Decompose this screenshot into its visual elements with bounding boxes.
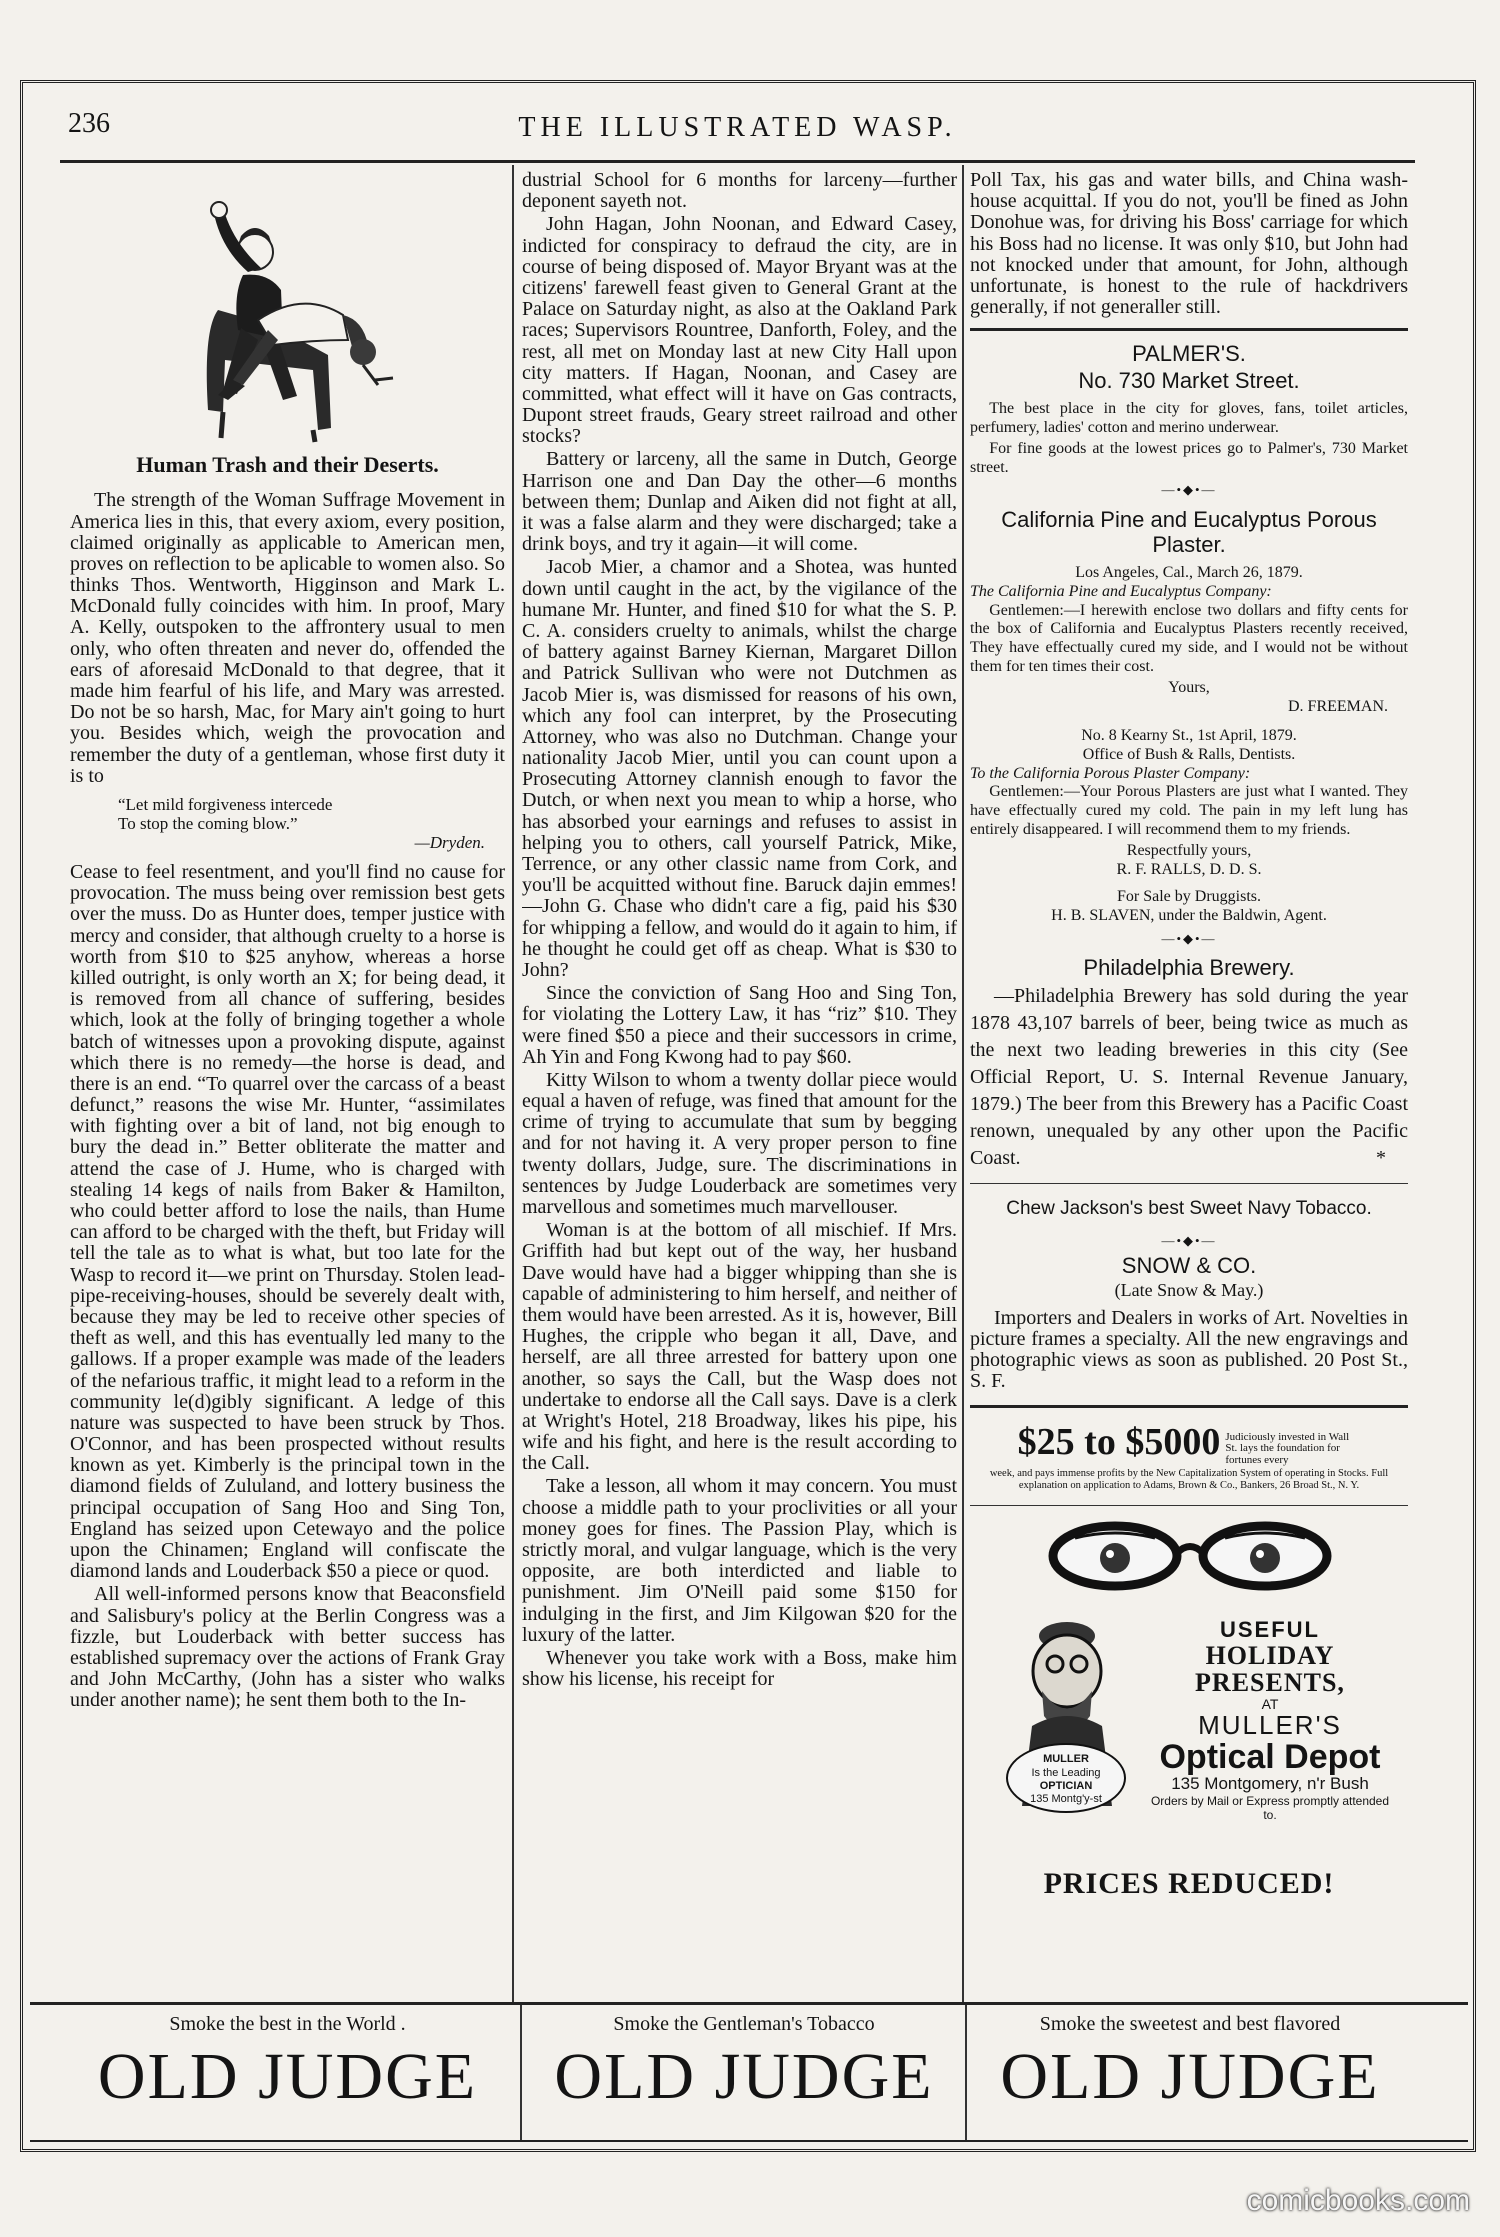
ad-divider	[970, 1505, 1408, 1506]
ornament: —•◆•—	[1161, 482, 1217, 498]
badge-line: Is the Leading	[1031, 1766, 1101, 1779]
prices-reduced: PRICES REDUCED!	[1043, 1867, 1335, 1901]
letter-closing: Respectfully yours,	[1126, 842, 1252, 860]
old-judge-ad-3	[970, 2012, 1410, 2132]
ad-body: For fine goods at the lowest prices go to Palmer's, 730 Market street.	[970, 439, 1408, 476]
ad-fine-print: week, and pays immense profits by the New Capitalization System of operating in Stocks. Full explanation on application to Adams, Brown & Co., Bankers, 26 Broad St., N. Y.	[989, 1468, 1389, 1491]
article-paragraph: Jacob Mier, a chamor and a Shotea, was hunted down until caught in the act, by the vigilance of the humane Mr. Hunter, and fined $10 for what the S. P. C. A. considers cruelty to animals, whilst the charge of battery against Barney Kiernan, Margaret Dillon and Patrick Sullivan who were not Dutchmen as Jacob Mier is, was dismissed for reasons of his own, which any fool can interpret, by the Prosecuting Attorney, who was also no Dutchman. Change your nationality Jacob Mier, until you can count upon a Prosecuting Attorney clannish enough to favor the Dutch, or when next you mean to whip a horse, who has absorbed your earnings and refuses to assist in helping you to others, call yourself Patrick, Mike, Terrence, or any other classic name from Cork, and you'll be acquitted without fine. Baruck dajin emmes!—John G. Chase who didn't care a fig, paid his $30 for whipping a fellow, and would do it again to him, if he thought he could get off as cheap. What is $30 to John?	[522, 556, 957, 981]
dateline: Los Angeles, Cal., March 26, 1879.	[1075, 563, 1303, 581]
column-2	[522, 170, 957, 1990]
ad-brand: OLD JUDGE	[554, 2040, 934, 2113]
salutation: To the California Porous Plaster Company:	[970, 764, 1251, 782]
letter-closing: Yours,	[1168, 679, 1210, 697]
spanking-illustration	[163, 180, 413, 445]
letter-signature: R. F. RALLS, D. D. S.	[1116, 860, 1262, 878]
article-paragraph: Battery or larceny, all the same in Dutch, George Harrison one and Dan Day the other—6 months between them; Dunlap and Aiken did not fight at all, it was a false alarm and they were discharged; take a drink boys, and try it again—it will come.	[522, 448, 957, 556]
badge-line: OPTICIAN	[1039, 1779, 1093, 1792]
ad-line: 135 Montgomery, n'r Bush	[1171, 1774, 1369, 1794]
article-paragraph: Cease to feel resentment, and you'll find no cause for provocation. The muss being over remission best gets over the muss. Do as Hunter does, temper justice with mercy and consider, that although cruelty to a horse is worth from $10 to $25 anyhow, whereas a horse killed outright, is only worth an X; for being dead, it is removed from all chance of suffering, besides which, look at the folly of bringing together a whole batch of witnesses upon a provoking dispute, against which there is no remedy—the horse is dead, and there is an end. “To quarrel over the carcass of a beast defunct,” reasons the wise Mr. Hunter, “assimilates with fighting over a bit of land, not big enough to bury the dead in.” Better obliterate the matter and attend the case of J. Hume, who is charged with stealing 14 kegs of nails from Baker & Hamilton, who could better afford to lose the nails, than Hume can afford to be charged with the theft, but Friday will tell the tale as to what is what, but too late for the Wasp to record it—we print on Thursday. Stolen lead-pipe-receiving-houses, should be severely dealt with, because they may be led to receive other species of theft as well, and this has eventually led many to the gallows. If a proper example was made of the leaders of the nefarious traffic, it might lead to a reform in the community le(d)gibly significant. A ledge of this nature was suspected to have been struck by Thos. O'Connor, and has been prospected without results known as yet. Kimberly is the principal town in the diamond fields of Zululand, and lottery business the principal occupation of Sang Hoo and Sing Ton, England has seized upon Cetewayo and the police upon the Chinamen; England will confiscate the diamond lands and Louderback $50 a piece or quod.	[70, 861, 505, 1583]
muller-text-block	[1145, 1618, 1395, 1822]
brewery-ad	[970, 955, 1408, 1168]
article-paragraph: Kitty Wilson to whom a twenty dollar piece would equal a haven of refuge, was fined that amount for the crime of trying to accumulate that sum by begging and for not having it. A very proper person to fine twenty dollars, Judge, sure. The discriminations in sentences by Judge Louderback are sometimes very marvellous and sometimes much marvellouser.	[522, 1068, 957, 1218]
article-paragraph: dustrial School for 6 months for larceny—further deponent sayeth not.	[522, 170, 957, 213]
ornament: —•◆•—	[1161, 930, 1217, 946]
article-paragraph: Whenever you take work with a Boss, make him show his license, his receipt for	[522, 1646, 957, 1691]
ad-line: Optical Depot	[1159, 1738, 1381, 1777]
ad-title: Philadelphia Brewery.	[1083, 955, 1295, 981]
ad-brand: OLD JUDGE	[97, 2040, 478, 2113]
tobacco-ad: Chew Jackson's best Sweet Navy Tobacco.	[1006, 1197, 1372, 1219]
ad-mark: *	[1376, 1146, 1386, 1169]
snow-ad	[970, 1253, 1408, 1392]
publication-title: THE ILLUSTRATED WASP.	[518, 112, 957, 143]
poem-line: To stop the coming blow.”	[118, 814, 298, 834]
old-judge-ad-2	[525, 2012, 963, 2132]
sale-line: For Sale by Druggists.	[1117, 887, 1261, 905]
ad-line: Orders by Mail or Express promptly attended to.	[1150, 1794, 1390, 1822]
ad-line: USEFUL	[1220, 1617, 1320, 1643]
ad-tagline: Smoke the Gentleman's Tobacco	[613, 2013, 875, 2035]
ad-title: SNOW & CO.	[1121, 1253, 1257, 1279]
ad-amount: $25 to $5000	[1017, 1420, 1221, 1463]
ad-divider	[970, 1183, 1408, 1184]
header-rule	[60, 160, 1415, 163]
quote-attribution: —Dryden.	[414, 833, 485, 853]
ad-brand: OLD JUDGE	[1000, 2040, 1380, 2113]
spectacles-icon	[1040, 1518, 1340, 1593]
footer-rule	[30, 2002, 1468, 2005]
ad-subtitle: (Late Snow & May.)	[1114, 1279, 1264, 1300]
salutation: The California Pine and Eucalyptus Company:	[970, 582, 1272, 600]
poem-line: “Let mild forgiveness intercede	[118, 794, 333, 814]
porous-plaster-ad	[970, 507, 1408, 925]
ad-line: AT	[1261, 1695, 1279, 1712]
ad-address: No. 730 Market Street.	[1078, 367, 1300, 393]
badge-line: 135 Montg'y-st	[1030, 1792, 1102, 1805]
article-paragraph: Woman is at the bottom of all mischief. If Mrs. Griffith had but kept out of the way, her husband Dave would have had a bigger whipping than she is capable of administering to him herself, and neither of them would have been arrested. As it is, however, Bill Hughes, the cripple who began it all, Dave, and herself, are all three arrested for battery upon one another, so says the Call, but the Wasp does not undertake to endorse all the Call says. Dave is a clerk at Wright's Hotel, 218 Broadway, likes his pipe, his wife and his fight, and here is the result according to the Call.	[522, 1219, 957, 1475]
badge-line: MULLER	[1043, 1753, 1089, 1766]
article-paragraph: The strength of the Woman Suffrage Movement in America lies in this, that every axiom, every position, claimed originally as applicable to American men, proves on reflection to be aplicable to women also. So thinks Thos. Wentworth, Higginson and Mark L. McDonald fully coincides with him. In proof, Mary A. Kelly, outspoken to the affrontery usual to men only, who often threaten and never do, offended the ears of aforesaid McDonald to that degree, that it made him fearful of his life, and Mary was arrested. Do not be so harsh, Mac, for Mary ain't going to hurt you. Besides which, weigh the provocation and remember the duty of a gentleman, whose first duty it is to	[70, 489, 505, 787]
ad-tagline: Smoke the sweetest and best flavored	[1039, 2013, 1341, 2035]
watermark: comicbooks.com	[1246, 2184, 1470, 2217]
ad-body: The best place in the city for gloves, fans, toilet articles, perfumery, ladies' cotton and merino underwear.	[970, 399, 1408, 436]
article-paragraph: Since the conviction of Sang Hoo and Sing Ton, for violating the Lottery Law, it has “riz” $10. They were fined $50 a piece and their successors in crime, Ah Yin and Fong Kwong had to pay $60.	[522, 982, 957, 1068]
footer-column-rule	[520, 2005, 522, 2140]
ad-body: Importers and Dealers in works of Art. Novelties in picture frames a specialty. All the new engravings and photographic views as soon as published. 20 Post St., S. F.	[970, 1306, 1408, 1393]
column-1	[70, 170, 505, 1990]
agent-line: H. B. SLAVEN, under the Baldwin, Agent.	[1051, 906, 1327, 924]
footer-bottom-rule	[30, 2140, 1468, 2142]
ad-line: MULLER'S	[1198, 1709, 1342, 1740]
ad-title: PALMER'S.	[1132, 341, 1246, 367]
dateline: No. 8 Kearny St., 1st April, 1879.	[1081, 726, 1297, 744]
letter-signature: D. FREEMAN.	[1287, 697, 1388, 715]
ad-divider	[970, 328, 1408, 331]
optical-ad	[970, 1518, 1408, 1928]
article-paragraph: All well-informed persons know that Beaconsfield and Salisbury's policy at the Berlin Congress was a fizzle, but Louderback with better success has established supremacy over the actions of Frank Gray and John McCarthy, (John has a sister who walks under another name); he sent them both to the In-	[70, 1583, 505, 1712]
old-judge-ad-1	[60, 2012, 515, 2132]
column-3	[970, 170, 1408, 1990]
optician-badge	[1006, 1743, 1126, 1813]
page-number: 236	[68, 108, 110, 139]
ad-side-text: Judiciously invested in Wall St. lays the foundation for fortunes every	[1225, 1430, 1350, 1466]
office-line: Office of Bush & Ralls, Dentists.	[1082, 745, 1296, 763]
ad-body: —Philadelphia Brewery has sold during the year 1878 43,107 barrels of beer, being twice as much as the next two leading breweries in this city (See Official Report, U. S. Internal Revenue January, 1879.) The beer from this Brewery has a Pacific Coast renown, unequaled by any other upon the Pacific Coast.	[970, 984, 1408, 1169]
ad-title: California Pine and Eucalyptus Porous Plaster.	[1001, 507, 1377, 558]
letter-body: Gentlemen:—Your Porous Plasters are just what I wanted. They have effectually cured my cold. The pain in my left lung has entirely disappeared. I will recommend them to my friends.	[970, 783, 1408, 839]
article-paragraph: Take a lesson, all whom it may concern. You must choose a middle path to your proclivities or all your money goes for fines. The Passion Play, which is strictly moral, and vulgar language, which is the very opposite, are both interdicted and liable to punishment. Jim O'Neill paid some $150 for indulging in the first, and Jim Kilgowan $20 for the luxury of the latter.	[522, 1475, 957, 1646]
article-heading: Human Trash and their Deserts.	[136, 452, 439, 477]
letter-body: Gentlemen:—I herewith enclose two dollars and fifty cents for the box of California and Eucalyptus Plasters recently received, They have effectually cured my side, and I would not be without them for ten times their cost.	[970, 601, 1408, 676]
footer-column-rule	[965, 2005, 967, 2140]
ad-line: HOLIDAY PRESENTS,	[1195, 1640, 1345, 1698]
article-paragraph: Poll Tax, his gas and water bills, and China wash-house acquittal. If you do not, you'll be fined as John Donohue was, for driving his Boss' carriage for which his Boss had no license. It was only $10, but John had not knocked under that amount, for John, although unfortunate, is honest to the rule of hackdrivers generally, if not generaller still.	[970, 170, 1408, 319]
article-paragraph: John Hagan, John Noonan, and Edward Casey, indicted for conspiracy to defraud the city, are in course of being disposed of. Mayor Bryant was at the citizens' farewell feast given to General Grant at the Palace on Saturday night, as also at the Oakland Park races; Supervisors Rountree, Danforth, Foley, and the rest, all met on Monday last at new City Hall upon city matters. If Hagan, Noonan, and Casey are committed, what effect will it have on Gas contracts, Dupont street frauds, Geary street railroad and other stocks?	[522, 213, 957, 448]
ad-tagline: Smoke the best in the World .	[169, 2013, 406, 2035]
running-head	[60, 108, 1415, 152]
palmers-ad	[970, 341, 1408, 477]
ad-divider	[970, 1405, 1408, 1408]
investment-ad	[970, 1422, 1408, 1492]
ornament: —•◆•—	[1161, 1232, 1217, 1248]
column-rule-2	[962, 165, 964, 2003]
column-rule-1	[512, 165, 514, 2003]
